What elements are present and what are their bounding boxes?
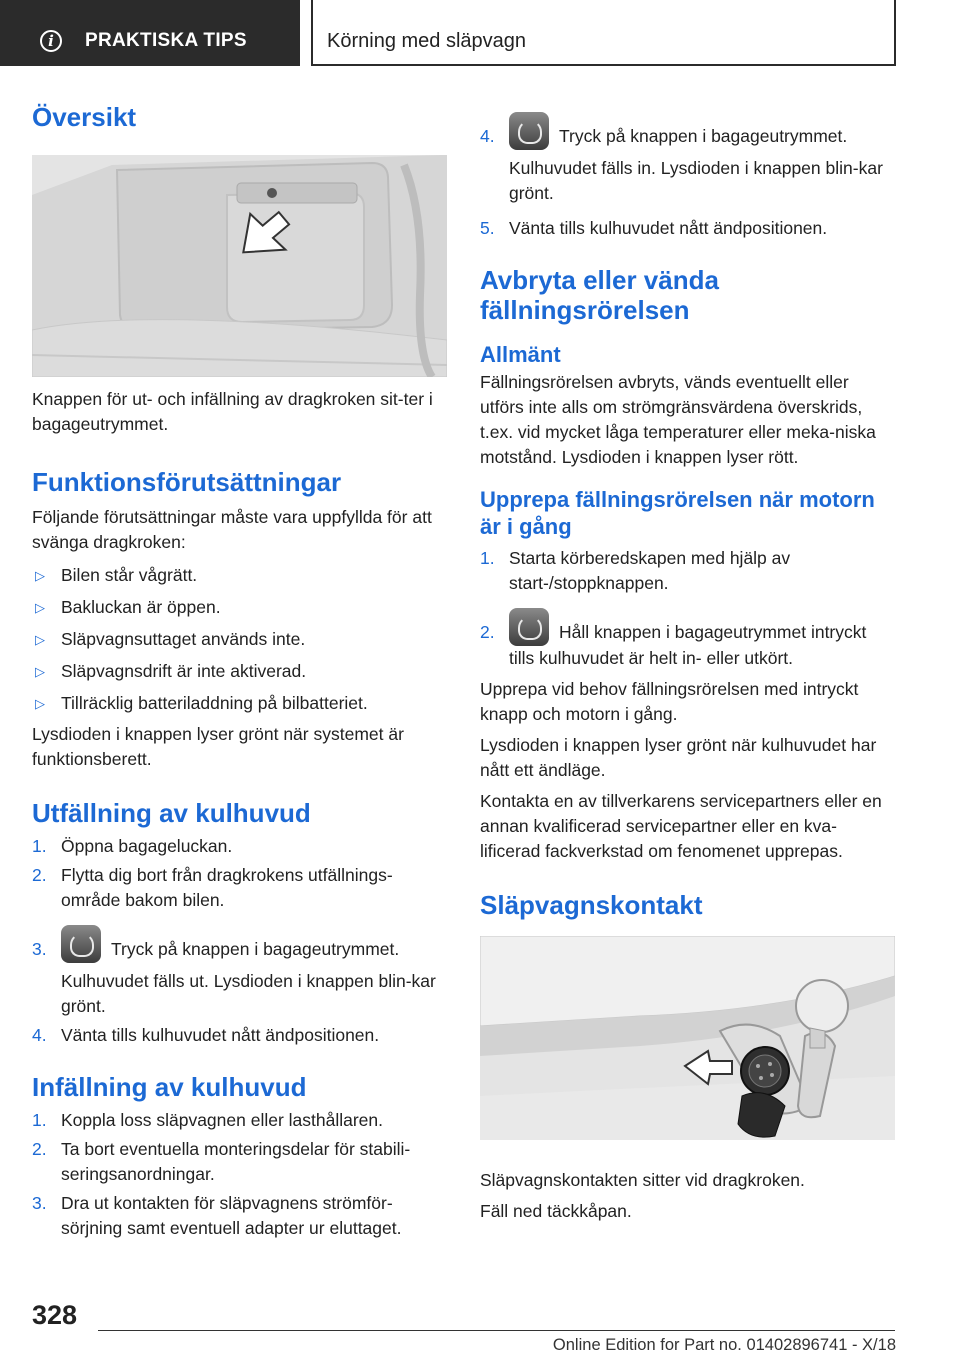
triangle-right-icon: ▷	[35, 696, 45, 711]
triangle-right-icon: ▷	[35, 664, 45, 679]
in-heading: Infällning av kulhuvud	[32, 1072, 307, 1102]
socket-caption-2: Fäll ned täckkåpan.	[480, 1201, 632, 1221]
section-tab	[0, 0, 300, 66]
trunk-button-illustration	[32, 155, 447, 377]
step-detail: Kulhuvudet fälls ut. Lysdioden i knappen blin-kar grönt.	[61, 971, 436, 1016]
in-step-list-continued	[480, 112, 895, 241]
left-column	[32, 96, 447, 1241]
list-item: 3. Tryck på knappen i bagageutrymmet. Kulhuvudet fälls ut. Lysdioden i knappen blin-kar grönt.	[32, 925, 447, 1019]
func-heading: Funktionsförutsättningar	[32, 467, 342, 497]
triangle-right-icon: ▷	[35, 632, 45, 647]
tow-hook-button-icon	[61, 925, 101, 963]
list-item: 2. Håll knappen i bagageutrymmet intryckt tills kulhuvudet är helt in- eller utkört.	[480, 608, 895, 671]
func-intro: Följande förutsättningar måste vara uppfyllda för att svänga dragkroken:	[32, 507, 432, 552]
list-item: 2. Flytta dig bort från dragkrokens utfällnings-område bakom bilen.	[32, 865, 393, 910]
list-item: ▷ Släpvagnsdrift är inte aktiverad.	[32, 659, 447, 684]
info-icon: i	[40, 30, 62, 52]
abort-heading: Avbryta eller vända fällningsrörelsen	[480, 265, 719, 325]
out-heading: Utfällning av kulhuvud	[32, 798, 311, 828]
list-item: ▷ Bakluckan är öppen.	[32, 595, 447, 620]
repeat-step-list	[480, 546, 895, 671]
list-item: ▷ Bilen står vågrätt.	[32, 563, 447, 588]
edition-text: Online Edition for Part no. 01402896741 - X/18	[552, 1336, 896, 1354]
list-item: 3. Dra ut kontakten för släpvagnens strömför-sörjning samt eventuell adapter ur eluttaget.	[32, 1193, 402, 1238]
overview-caption: Knappen för ut- och infällning av dragkroken sit-ter i bagageutrymmet.	[32, 389, 433, 434]
in-step-list	[32, 1108, 447, 1241]
page-header	[0, 0, 960, 66]
footer-divider	[98, 1330, 895, 1331]
list-item: ▷ Släpvagnsuttaget används inte.	[32, 627, 447, 652]
list-item: 5. Vänta tills kulhuvudet nått ändpositionen.	[480, 218, 828, 238]
triangle-right-icon: ▷	[35, 568, 45, 583]
list-item: 1. Koppla loss släpvagnen eller lasthållaren.	[32, 1110, 384, 1130]
section-title: PRAKTISKA TIPS	[85, 30, 247, 51]
trunk-illustration-svg	[32, 155, 447, 377]
socket-illustration-svg	[480, 936, 895, 1140]
tow-hook-button-icon	[509, 608, 549, 646]
chapter-title: Körning med släpvagn	[327, 30, 527, 52]
socket-caption-1: Släpvagnskontakten sitter vid dragkroken.	[480, 1170, 805, 1190]
repeat-heading: Upprepa fällningsrörelsen när motorn är i gång	[480, 487, 875, 539]
trailer-socket-illustration	[480, 936, 895, 1140]
overview-heading: Översikt	[32, 102, 137, 132]
func-note: Lysdioden i knappen lyser grönt när systemet är funktionsberett.	[32, 724, 404, 769]
right-column	[480, 112, 895, 1224]
list-item: 1. Öppna bagageluckan.	[32, 836, 233, 856]
socket-heading: Släpvagnskontakt	[480, 890, 703, 920]
list-item: 4. Tryck på knappen i bagageutrymmet. Kulhuvudet fälls in. Lysdioden i knappen blin-kar grönt.	[480, 112, 895, 206]
triangle-right-icon: ▷	[35, 600, 45, 615]
condition-list	[32, 563, 447, 716]
list-item: ▷ Tillräcklig batteriladdning på bilbatteriet.	[32, 691, 447, 716]
list-item: 1. Starta körberedskapen med hjälp av start-/stoppknappen.	[480, 548, 791, 593]
repeat-para-1: Upprepa vid behov fällningsrörelsen med intryckt knapp och motorn i gång.	[480, 679, 859, 724]
general-text: Fällningsrörelsen avbryts, vänds eventuellt eller utförs inte alls om strömgränsvärdena överskrids, t.ex. vid mycket låga temperaturer eller meka-niska motstånd. Lysdioden i knappen lyser rött.	[480, 372, 876, 467]
list-item: 2. Ta bort eventuella monteringsdelar för stabili-seringsanordningar.	[32, 1139, 411, 1184]
step-detail: Kulhuvudet fälls in. Lysdioden i knappen blin-kar grönt.	[509, 158, 883, 203]
repeat-para-3: Kontakta en av tillverkarens servicepartners eller en annan kvalificerad servicepartner eller en kva-lificerad fackverkstad om fenomenet upprepas.	[480, 791, 882, 861]
list-item: 4. Vänta tills kulhuvudet nått ändpositionen.	[32, 1025, 380, 1045]
out-step-list	[32, 834, 447, 1048]
chapter-tab	[311, 0, 896, 66]
repeat-para-2: Lysdioden i knappen lyser grönt när kulhuvudet har nått ett ändläge.	[480, 735, 877, 780]
page-number: 328	[32, 1300, 78, 1330]
tow-hook-button-icon	[509, 112, 549, 150]
general-heading: Allmänt	[480, 342, 561, 367]
